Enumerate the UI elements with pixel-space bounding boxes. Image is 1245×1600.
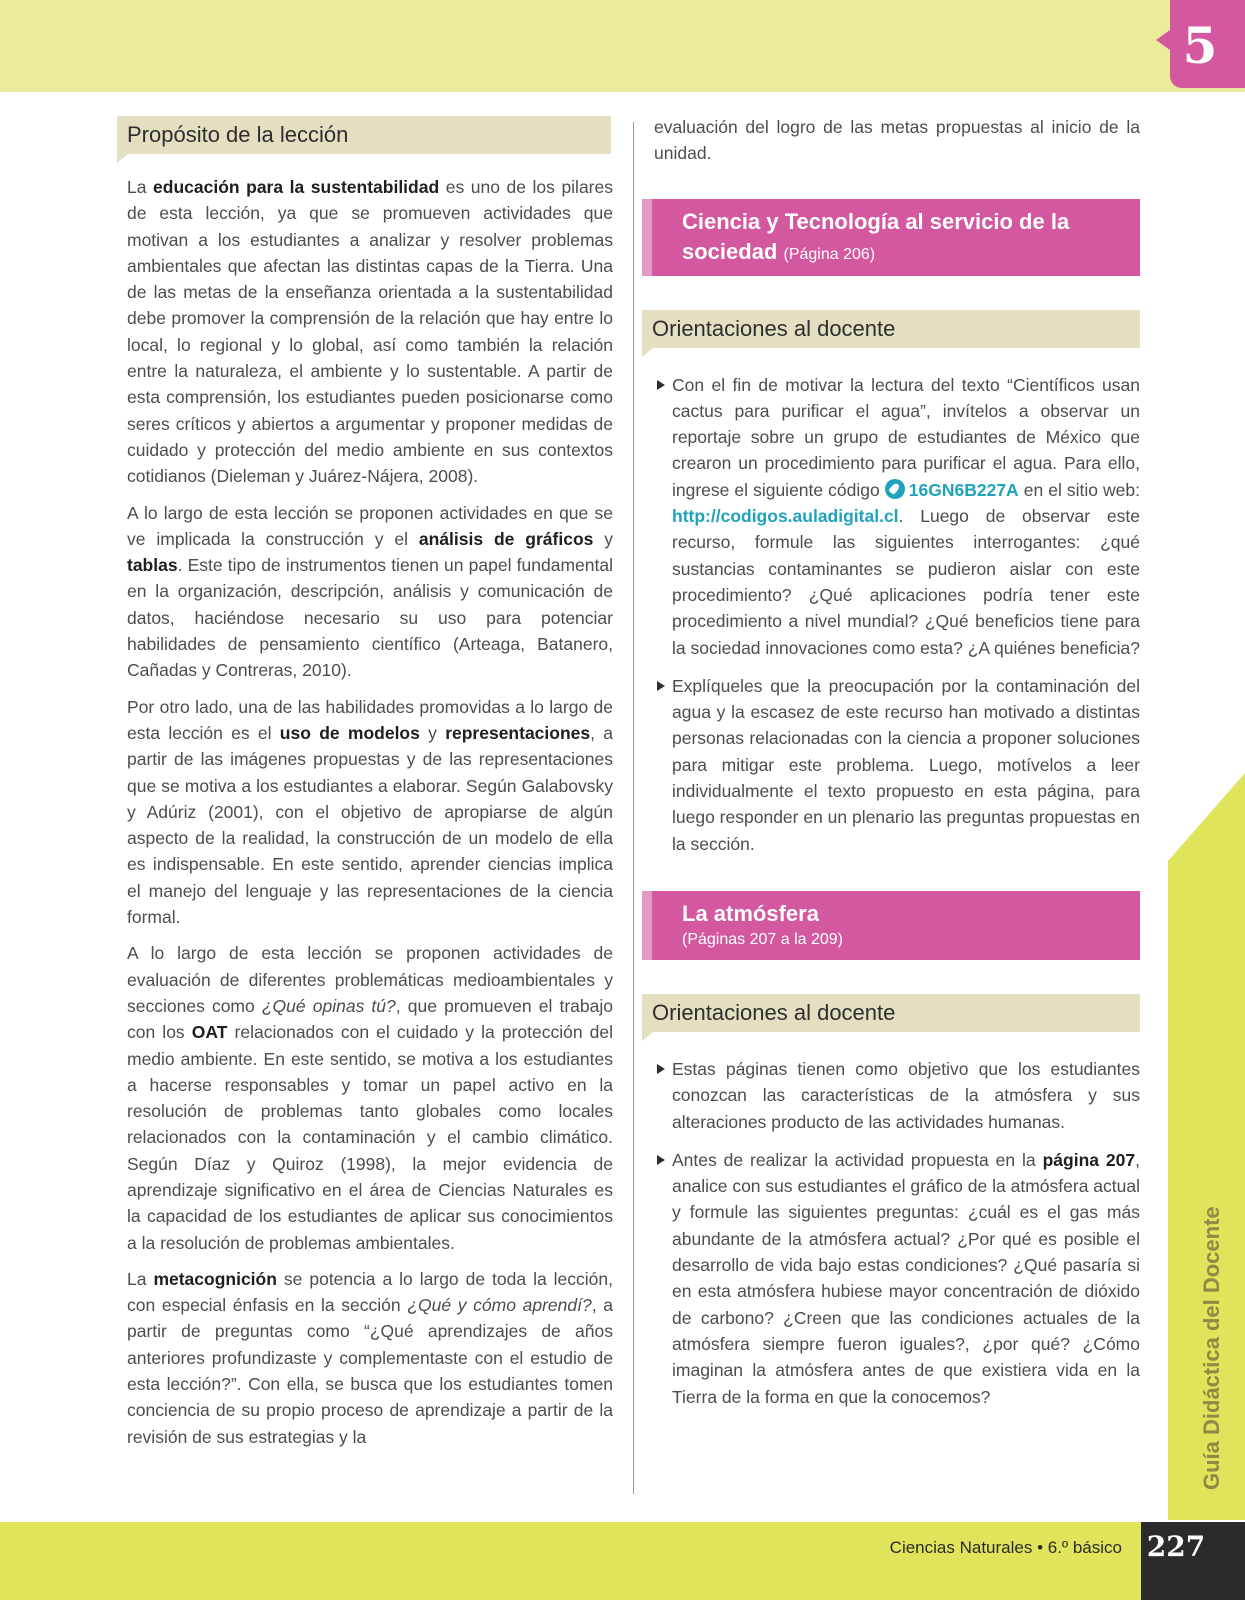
text: La bbox=[127, 1268, 154, 1289]
unit-number: 5 bbox=[1182, 16, 1218, 75]
keyword: OAT bbox=[191, 1022, 228, 1043]
paragraph-metacognicion bbox=[117, 1266, 613, 1450]
section-title-text: Ciencia y Tecnología al servicio de la sociedad bbox=[682, 208, 1070, 264]
section-pages: (Página 206) bbox=[783, 245, 876, 263]
website-link[interactable]: http://codigos.auladigital.cl bbox=[672, 506, 899, 527]
paragraph-graficos bbox=[117, 500, 613, 684]
text: Con el fin de motivar la lectura del texto “Científicos usan cactus para purificar el agua”, invítelos a observar un reportaje sobre un grupo de estudiantes de México que crearon un procedimiento para purificar el agua. Para ello, ingrese el siguiente código bbox=[672, 374, 1140, 500]
text: Por otro lado, una de las habilidades promovidas a lo largo de esta lección es el bbox=[127, 696, 613, 743]
paragraph-evaluacion bbox=[117, 940, 613, 1256]
text: es uno de los pilares de esta lección, ya que se promueven actividades que motivan a los estudiantes a analizar y resolver problemas ambientales que afectan las distintas capas de la Tierra. Una de las metas de la enseñanza orientada a la sustentabilidad debe promover la comprensión de la relación que hay entre lo local, lo regional y lo global, así como también la relación entre la naturaleza, el ambiente y lo sustentable. A partir de esta comprensión, los estudiantes pueden posicionarse como seres críticos y abiertos a argumentar y proponer medidas de cuidado y protección del medio ambiente en sus contextos cotidianos (Dieleman y Juárez-Nájera, 2008). bbox=[127, 177, 613, 487]
text: Antes de realizar la actividad propuesta en la bbox=[672, 1149, 1043, 1170]
section-title bbox=[682, 207, 1130, 267]
section-name: ¿Qué opinas tú? bbox=[261, 995, 396, 1016]
text: y bbox=[419, 722, 446, 743]
list-item bbox=[656, 372, 1140, 661]
section-header-orientaciones: Orientaciones al docente bbox=[642, 310, 1140, 348]
text: La bbox=[127, 177, 154, 197]
paragraph-sustentabilidad bbox=[117, 174, 613, 490]
keyword: análisis de gráficos bbox=[418, 528, 594, 549]
section-banner-atmosfera bbox=[642, 891, 1140, 960]
section-title: La atmósfera bbox=[682, 900, 819, 926]
list-item: Estas páginas tienen como objetivo que los estudiantes conozcan las características de la atmósfera y sus alteraciones producto de las actividades humanas. bbox=[656, 1056, 1140, 1135]
left-column bbox=[117, 116, 613, 1450]
footer-subject: Ciencias Naturales • 6.º básico bbox=[889, 1538, 1122, 1557]
column-divider bbox=[633, 122, 634, 1494]
text: A lo largo de esta lección se proponen actividades en que se ve implicada la construcción y el bbox=[127, 502, 613, 549]
text: en el sitio web: bbox=[1018, 479, 1140, 500]
section-name: ¿Qué y cómo aprendí? bbox=[407, 1295, 592, 1316]
side-strip-wedge bbox=[1168, 773, 1245, 861]
text: y bbox=[593, 528, 614, 549]
text: se potencia a lo largo de toda la lección, con especial énfasis en la sección bbox=[127, 1268, 614, 1316]
section-pages: (Páginas 207 a la 209) bbox=[682, 930, 843, 948]
page-number: 227 bbox=[1146, 1530, 1206, 1563]
right-column bbox=[644, 114, 1140, 1410]
keyword: representaciones bbox=[445, 722, 591, 743]
text: relacionados con el cuidado y la protección del medio ambiente. En este sentido, se motiva a los estudiantes a hacerse responsables y tomar un papel activo en la resolución de problemas tanto globales como locales relacionados con la contaminación y el cambio climático. Según Díaz y Quiroz (1998), la mejor evidencia de aprendizaje significativo en el área de Ciencias Naturales es la capacidad de los estudiantes de aplicar sus conocimientos a la resolución de problemas ambientales. bbox=[127, 1022, 614, 1253]
keyword: metacognición bbox=[153, 1268, 277, 1289]
list-item: Explíqueles que la preocupación por la contaminación del agua y la escasez de este recurso han motivado a distintas personas relacionadas con la ciencia a proponer soluciones para mitigar este problema. Luego, motívelos a leer individualmente el texto propuesto en esta página, para luego responder en un plenario las preguntas propuestas en la sección. bbox=[656, 673, 1140, 857]
side-label: Guía Didáctica del Docente bbox=[1199, 1206, 1224, 1490]
rocket-icon bbox=[885, 479, 905, 499]
unit-tab-notch bbox=[1156, 30, 1170, 50]
section-header-orientaciones: Orientaciones al docente bbox=[642, 994, 1140, 1032]
section-banner-ciencia-tecnologia bbox=[642, 199, 1140, 276]
keyword: educación para la sustentabilidad bbox=[153, 177, 440, 197]
paragraph-modelos bbox=[117, 694, 613, 931]
top-band bbox=[0, 0, 1245, 92]
text: . Este tipo de instrumentos tienen un papel fundamental en la organización, descripción, análisis y comunicación de datos, haciéndose necesario su uso para potenciar habilidades de pensamiento científico (Arteaga, Batanero, Cañadas y Contreras, 2010). bbox=[127, 555, 613, 681]
keyword: uso de modelos bbox=[279, 722, 420, 743]
text: , a partir de las imágenes propuestas y de las representaciones que se motiva a los estudiantes a elaborar. Según Galabovsky y Adúriz (2001), con el objetivo de apropiarse de algún aspecto de la realidad, la construcción de un modelo de ella es indispensable. En este sentido, aprender ciencias implica el manejo del lenguaje y las representaciones de la ciencia formal. bbox=[127, 722, 614, 928]
text: , analice con sus estudiantes el gráfico de la atmósfera actual y formule las siguientes preguntas: ¿cuál es el gas más abundante de la atmósfera actual? ¿Por qué es posible el desarrollo de vida bajo estas condiciones? ¿Qué pasaría si en esta atmósfera hubiese mayor concentración de dióxido de carbono? ¿Creen que las condiciones actuales de la atmósfera siempre fueron iguales?, ¿por qué? ¿Cómo imaginan la atmósfera antes de que existiera vida en la Tierra de la forma en que la conocemos? bbox=[672, 1149, 1140, 1407]
keyword: página 207 bbox=[1042, 1149, 1136, 1170]
keyword: tablas bbox=[127, 555, 178, 576]
orientaciones-list-1 bbox=[644, 372, 1140, 857]
resource-code: 16GN6B227A bbox=[908, 479, 1019, 500]
paragraph-continuation: evaluación del logro de las metas propuestas al inicio de la unidad. bbox=[654, 117, 1140, 164]
list-item bbox=[656, 1147, 1140, 1410]
orientaciones-list-2 bbox=[644, 1056, 1140, 1410]
section-header-proposito: Propósito de la lección bbox=[117, 116, 611, 154]
text: , a partir de preguntas como “¿Qué aprendizajes de años anteriores profundizaste y complementaste con el estudio de esta lección?”. Con ella, se busca que los estudiantes tomen conciencia de su propio proceso de aprendizaje a partir de la revisión de sus estrategias y la bbox=[127, 1295, 613, 1447]
text: , que promueven el trabajo con los bbox=[127, 995, 613, 1043]
text: A lo largo de esta lección se proponen actividades de evaluación de diferentes problemáticas medioambientales y secciones como bbox=[127, 943, 613, 1016]
text: . Luego de observar este recurso, formule las siguientes interrogantes: ¿qué sustancias contaminantes se pudieron aislar con este procedimiento? ¿Qué aplicaciones podría tener este procedimiento a nivel mundial? ¿Qué beneficios tiene para la sociedad innovaciones como esta? ¿A quiénes beneficia? bbox=[672, 506, 1140, 658]
